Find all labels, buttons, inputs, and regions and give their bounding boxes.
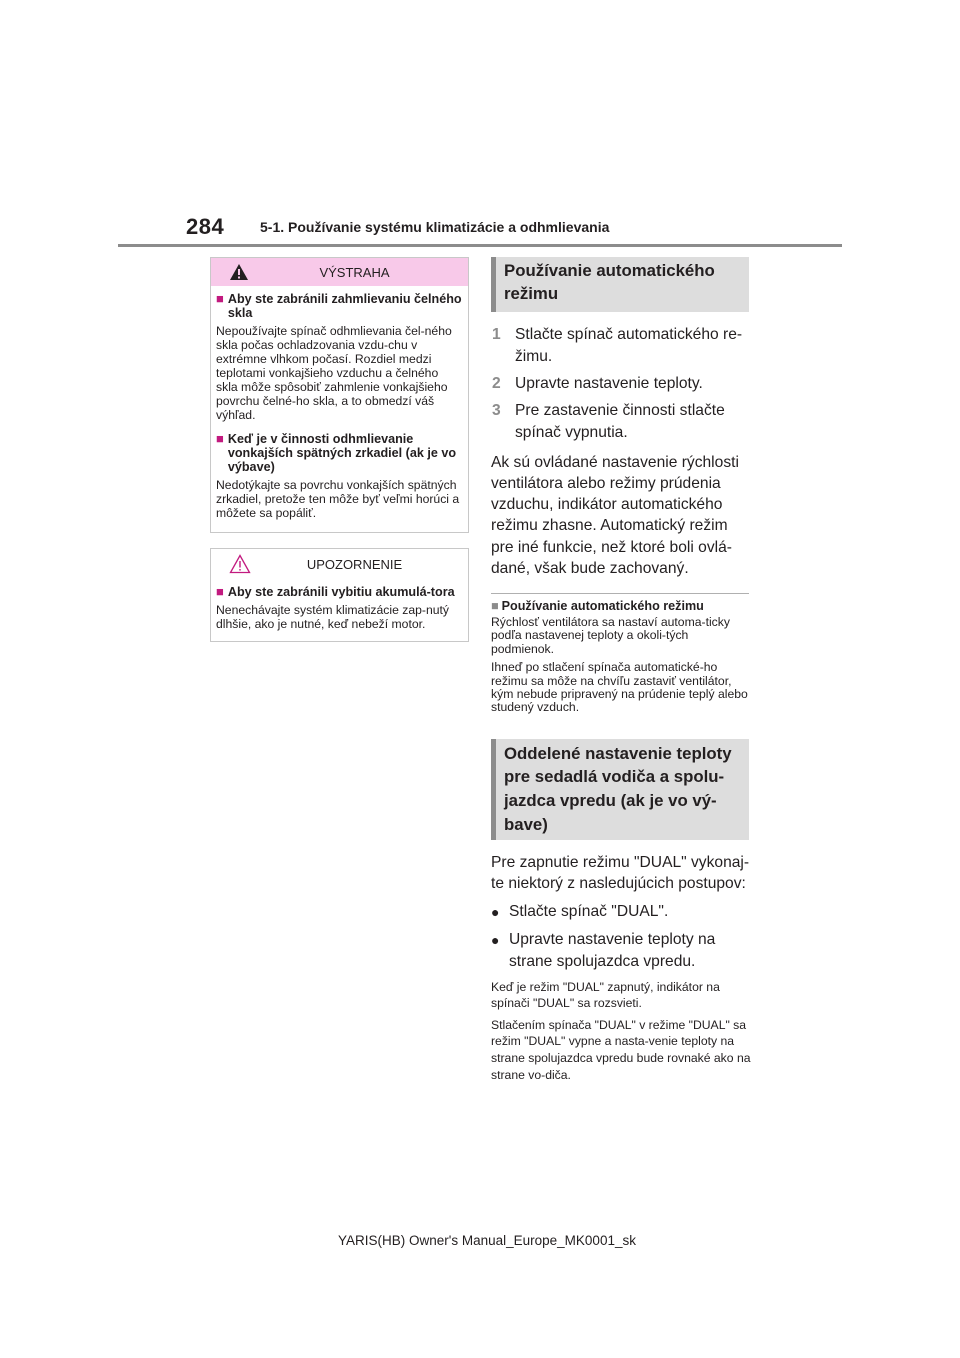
step-item: 2 Upravte nastavenie teploty.	[492, 374, 703, 392]
square-bullet-icon: ■	[491, 599, 499, 614]
warning-header	[211, 258, 468, 286]
notice-box	[210, 548, 469, 642]
header-divider	[118, 244, 842, 247]
dual-note: Keď je režim "DUAL" zapnutý, indikátor na spínači "DUAL" sa rozsvieti.	[491, 979, 720, 1011]
auto-mode-steps	[491, 324, 751, 444]
caution-triangle-icon	[229, 554, 251, 574]
dual-intro: Pre zapnutie režimu "DUAL" vykonaj-te niektorý z nasledujúcich postupov:	[491, 854, 750, 893]
warning-body	[211, 286, 468, 532]
warning-triangle-icon	[229, 263, 249, 281]
warning-item-heading: ■ Aby ste zabránili zahmlievaniu čelného skla	[216, 291, 462, 320]
footer-text: YARIS(HB) Owner's Manual_Europe_MK0001_sk	[338, 1233, 636, 1248]
notice-item-heading: ■ Aby ste zabránili vybitiu akumulá-tora	[216, 584, 455, 599]
step-item: 3 Pre zastavenie činnosti stlačte spínač vypnutia.	[492, 401, 725, 441]
dual-note: Stlačením spínača "DUAL" v režime "DUAL" sa režim "DUAL" vypne a nasta-venie teploty na strane spolujazdca vpredu bude rovnaké ako na strane vo-diča.	[491, 1017, 751, 1082]
bullet-dot-icon: ●	[491, 931, 500, 948]
warning-item-text: Nedotýkajte sa povrchu vonkajších spätných zrkadiel, pretože ten môže byť veľmi horúci a môžete sa popáliť.	[216, 478, 460, 520]
dual-bullets	[491, 901, 751, 973]
step-item: 1 Stlačte spínač automatického re-žimu.	[492, 325, 743, 365]
page-number: 284	[186, 214, 225, 239]
auto-mode-note: Ihneď po stlačení spínača automatické-ho režimu sa môže na chvíľu zastaviť ventilátor, kým nebude pripravený na prúdenie teplý alebo studený vzduch.	[491, 660, 748, 715]
auto-mode-heading: Používanie automatického režimu	[491, 257, 749, 312]
warning-box	[210, 257, 469, 533]
square-bullet-icon: ■	[216, 291, 224, 306]
bullet-dot-icon: ●	[491, 903, 500, 920]
list-item: ● Stlačte spínač "DUAL".	[491, 901, 751, 923]
square-bullet-icon: ■	[216, 431, 224, 446]
notice-header	[211, 549, 468, 579]
dual-heading: Oddelené nastavenie teploty pre sedadlá vodiča a spolu-jazdca vpredu (ak je vo vý-bave)	[491, 739, 749, 840]
notice-title: UPOZORNENIE	[306, 556, 403, 572]
left-column	[210, 257, 469, 642]
section-title: 5-1. Používanie systému klimatizácie a odhmlievania	[260, 219, 610, 235]
right-column	[491, 257, 751, 1088]
auto-mode-note-heading: ■ Používanie automatického režimu	[491, 599, 704, 614]
warning-title: VÝSTRAHA	[319, 264, 390, 280]
page-header	[0, 0, 960, 250]
list-item: ● Upravte nastavenie teploty na strane spolujazdca vpredu.	[491, 929, 751, 973]
warning-item-text: Nepoužívajte spínač odhmlievania čel-ného skla počas ochladzovania vzdu-chu v extrémne vlhkom počasí. Rozdiel medzi teplotami vonkajšieho vzduchu a čelného skla môže spôsobiť zahmlenie vonkajšieho povrchu čelné-ho skla, a to obmedzí váš výhľad.	[216, 324, 452, 422]
auto-mode-note: Rýchlosť ventilátora sa nastaví automa-ticky podľa nastavenej teploty a okoli-tých podmienok.	[491, 615, 730, 656]
warning-item-heading: ■ Keď je v činnosti odhmlievanie vonkajších spätných zrkadiel (ak je vo výbave)	[216, 431, 457, 474]
square-bullet-icon: ■	[216, 584, 224, 599]
section-divider	[491, 593, 749, 594]
auto-mode-paragraph: Ak sú ovládané nastavenie rýchlosti ventilátora alebo režimy prúdenia vzduchu, indikátor automatického režimu zhasne. Automatický režim pre iné funkcie, než ktoré boli ovlá-dané, však bude zachovaný.	[491, 453, 739, 577]
notice-item-text: Nenechávajte systém klimatizácie zap-nutý dlhšie, ako je nutné, keď nebeží motor.	[216, 603, 450, 631]
notice-body	[211, 579, 468, 641]
